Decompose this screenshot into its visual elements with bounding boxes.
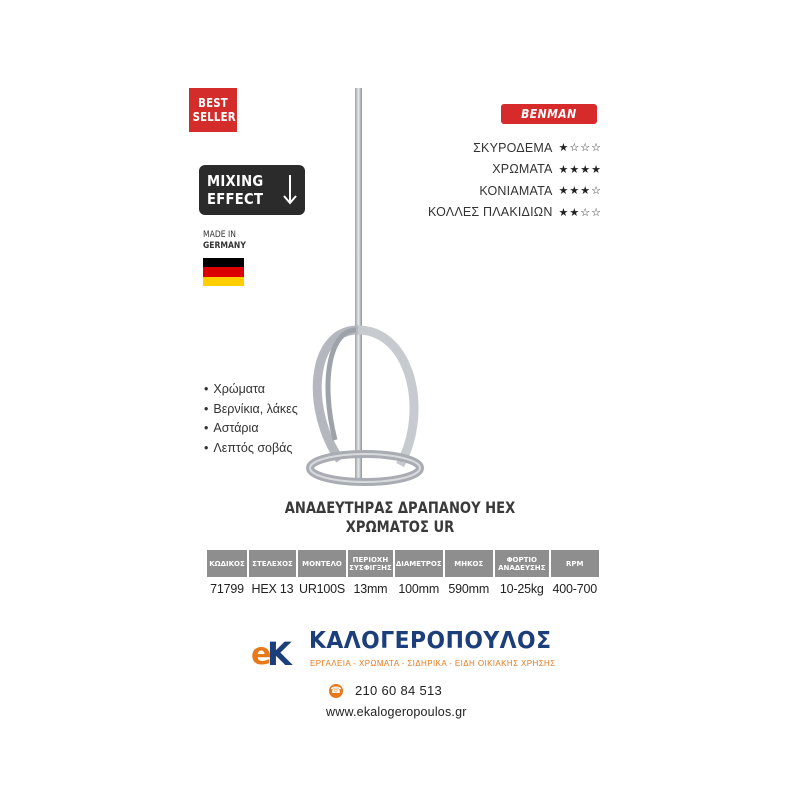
spec-cell-diameter: 100mm	[398, 582, 440, 596]
product-title	[200, 498, 600, 536]
star-rating-icon: ★★★☆	[558, 184, 602, 198]
benman-logo	[501, 104, 597, 124]
table-row	[207, 577, 599, 597]
spec-header-cell: ΚΩΔΙΚΟΣ	[207, 550, 247, 577]
product-title-line1: ΑΝΑΔΕΥΤΗΡΑΣ ΔΡΑΠΑΝΟΥ HEX	[284, 498, 516, 517]
uses-list	[204, 382, 298, 460]
benman-logo-text: BENMAN	[521, 107, 577, 121]
flag-stripe-gold	[203, 277, 244, 286]
rating-label: ΣΚΥΡΟΔΕΜΑ	[473, 140, 553, 155]
spec-table	[205, 550, 601, 597]
svg-text:K: K	[267, 635, 292, 670]
spec-cell-load: 10-25kg	[499, 582, 544, 596]
spec-header-cell: ΣΤΕΛΕΧΟΣ	[249, 550, 296, 577]
mixer-paddle-image	[290, 80, 450, 500]
spec-header-cell: ΜΟΝΤΕΛΟ	[298, 550, 346, 577]
company-tagline: ΕΡΓΑΛΕΙΑ - ΧΡΩΜΑΤΑ - ΣΙΔΗΡΙΚΑ - ΕΙΔΗ ΟΙΚΙΑΚΗΣ ΧΡΗΣΗΣ	[310, 659, 556, 668]
ekalogeropoulos-logo	[251, 634, 295, 670]
mixing-effect-line2: EFFECT	[207, 190, 264, 208]
spec-header-cell: RPM	[551, 550, 599, 577]
flag-stripe-black	[203, 258, 244, 267]
star-rating-icon: ★★★★	[558, 162, 602, 176]
flag-stripe-red	[203, 267, 244, 276]
ratings-list	[428, 137, 602, 223]
spec-cell-rpm: 400-700	[552, 582, 597, 596]
spec-header-cell: ΜΗΚΟΣ	[445, 550, 493, 577]
best-seller-badge	[189, 88, 237, 132]
made-in-line1: MADE IN	[203, 230, 236, 240]
mixing-effect-text	[207, 172, 263, 208]
rating-row	[428, 159, 602, 181]
svg-text:e: e	[251, 637, 272, 670]
spec-header-row	[207, 550, 599, 577]
star-rating-icon: ★☆☆☆	[558, 141, 602, 155]
list-item: • Βερνίκια, λάκες	[204, 402, 298, 422]
spec-cell-shank: HEX 13	[251, 582, 294, 596]
best-seller-line2: SELLER	[192, 110, 236, 124]
rating-row	[428, 202, 602, 224]
spec-cell-model: UR100S	[299, 582, 346, 596]
best-seller-line1: BEST	[198, 96, 228, 110]
list-item: • Λεπτός σοβάς	[204, 441, 298, 461]
product-title-line2: ΧΡΩΜΑΤΟΣ UR	[345, 517, 455, 536]
star-rating-icon: ★★☆☆	[558, 205, 602, 219]
spec-cell-clamp: 13mm	[353, 582, 388, 596]
rating-row	[428, 137, 602, 159]
rating-label: ΚΟΝΙΑΜΑΤΑ	[479, 183, 553, 198]
company-name: ΚΑΛΟΓΕΡΟΠΟΥΛΟΣ	[309, 628, 552, 654]
mixing-effect-line1: MIXING	[207, 172, 264, 190]
rating-label: ΚΟΛΛΕΣ ΠΛΑΚΙΔΙΩΝ	[427, 205, 553, 220]
spec-header-cell: ΦΟΡΤΙΟ ΑΝΑΔΕΥΣΗΣ	[495, 550, 549, 577]
germany-flag-icon	[203, 258, 244, 286]
list-item: • Χρώματα	[204, 382, 298, 402]
spec-header-cell: ΔΙΑΜΕΤΡΟΣ	[395, 550, 443, 577]
made-in-line2: GERMANY	[203, 241, 246, 251]
rating-row	[428, 180, 602, 202]
spec-header-cell: ΠΕΡΙΟΧΗ ΣΥΣΦΙΓΞΗΣ	[348, 550, 393, 577]
spec-cell-code: 71799	[210, 582, 244, 596]
spec-cell-length: 590mm	[448, 582, 490, 596]
made-in-label	[203, 230, 246, 252]
website-link[interactable]: www.ekalogeropoulos.gr	[326, 705, 467, 719]
phone-icon: ☎	[330, 686, 342, 696]
rating-label: ΧΡΩΜΑΤΑ	[492, 162, 553, 177]
list-item: • Αστάρια	[204, 421, 298, 441]
phone-number[interactable]: 210 60 84 513	[355, 683, 443, 698]
